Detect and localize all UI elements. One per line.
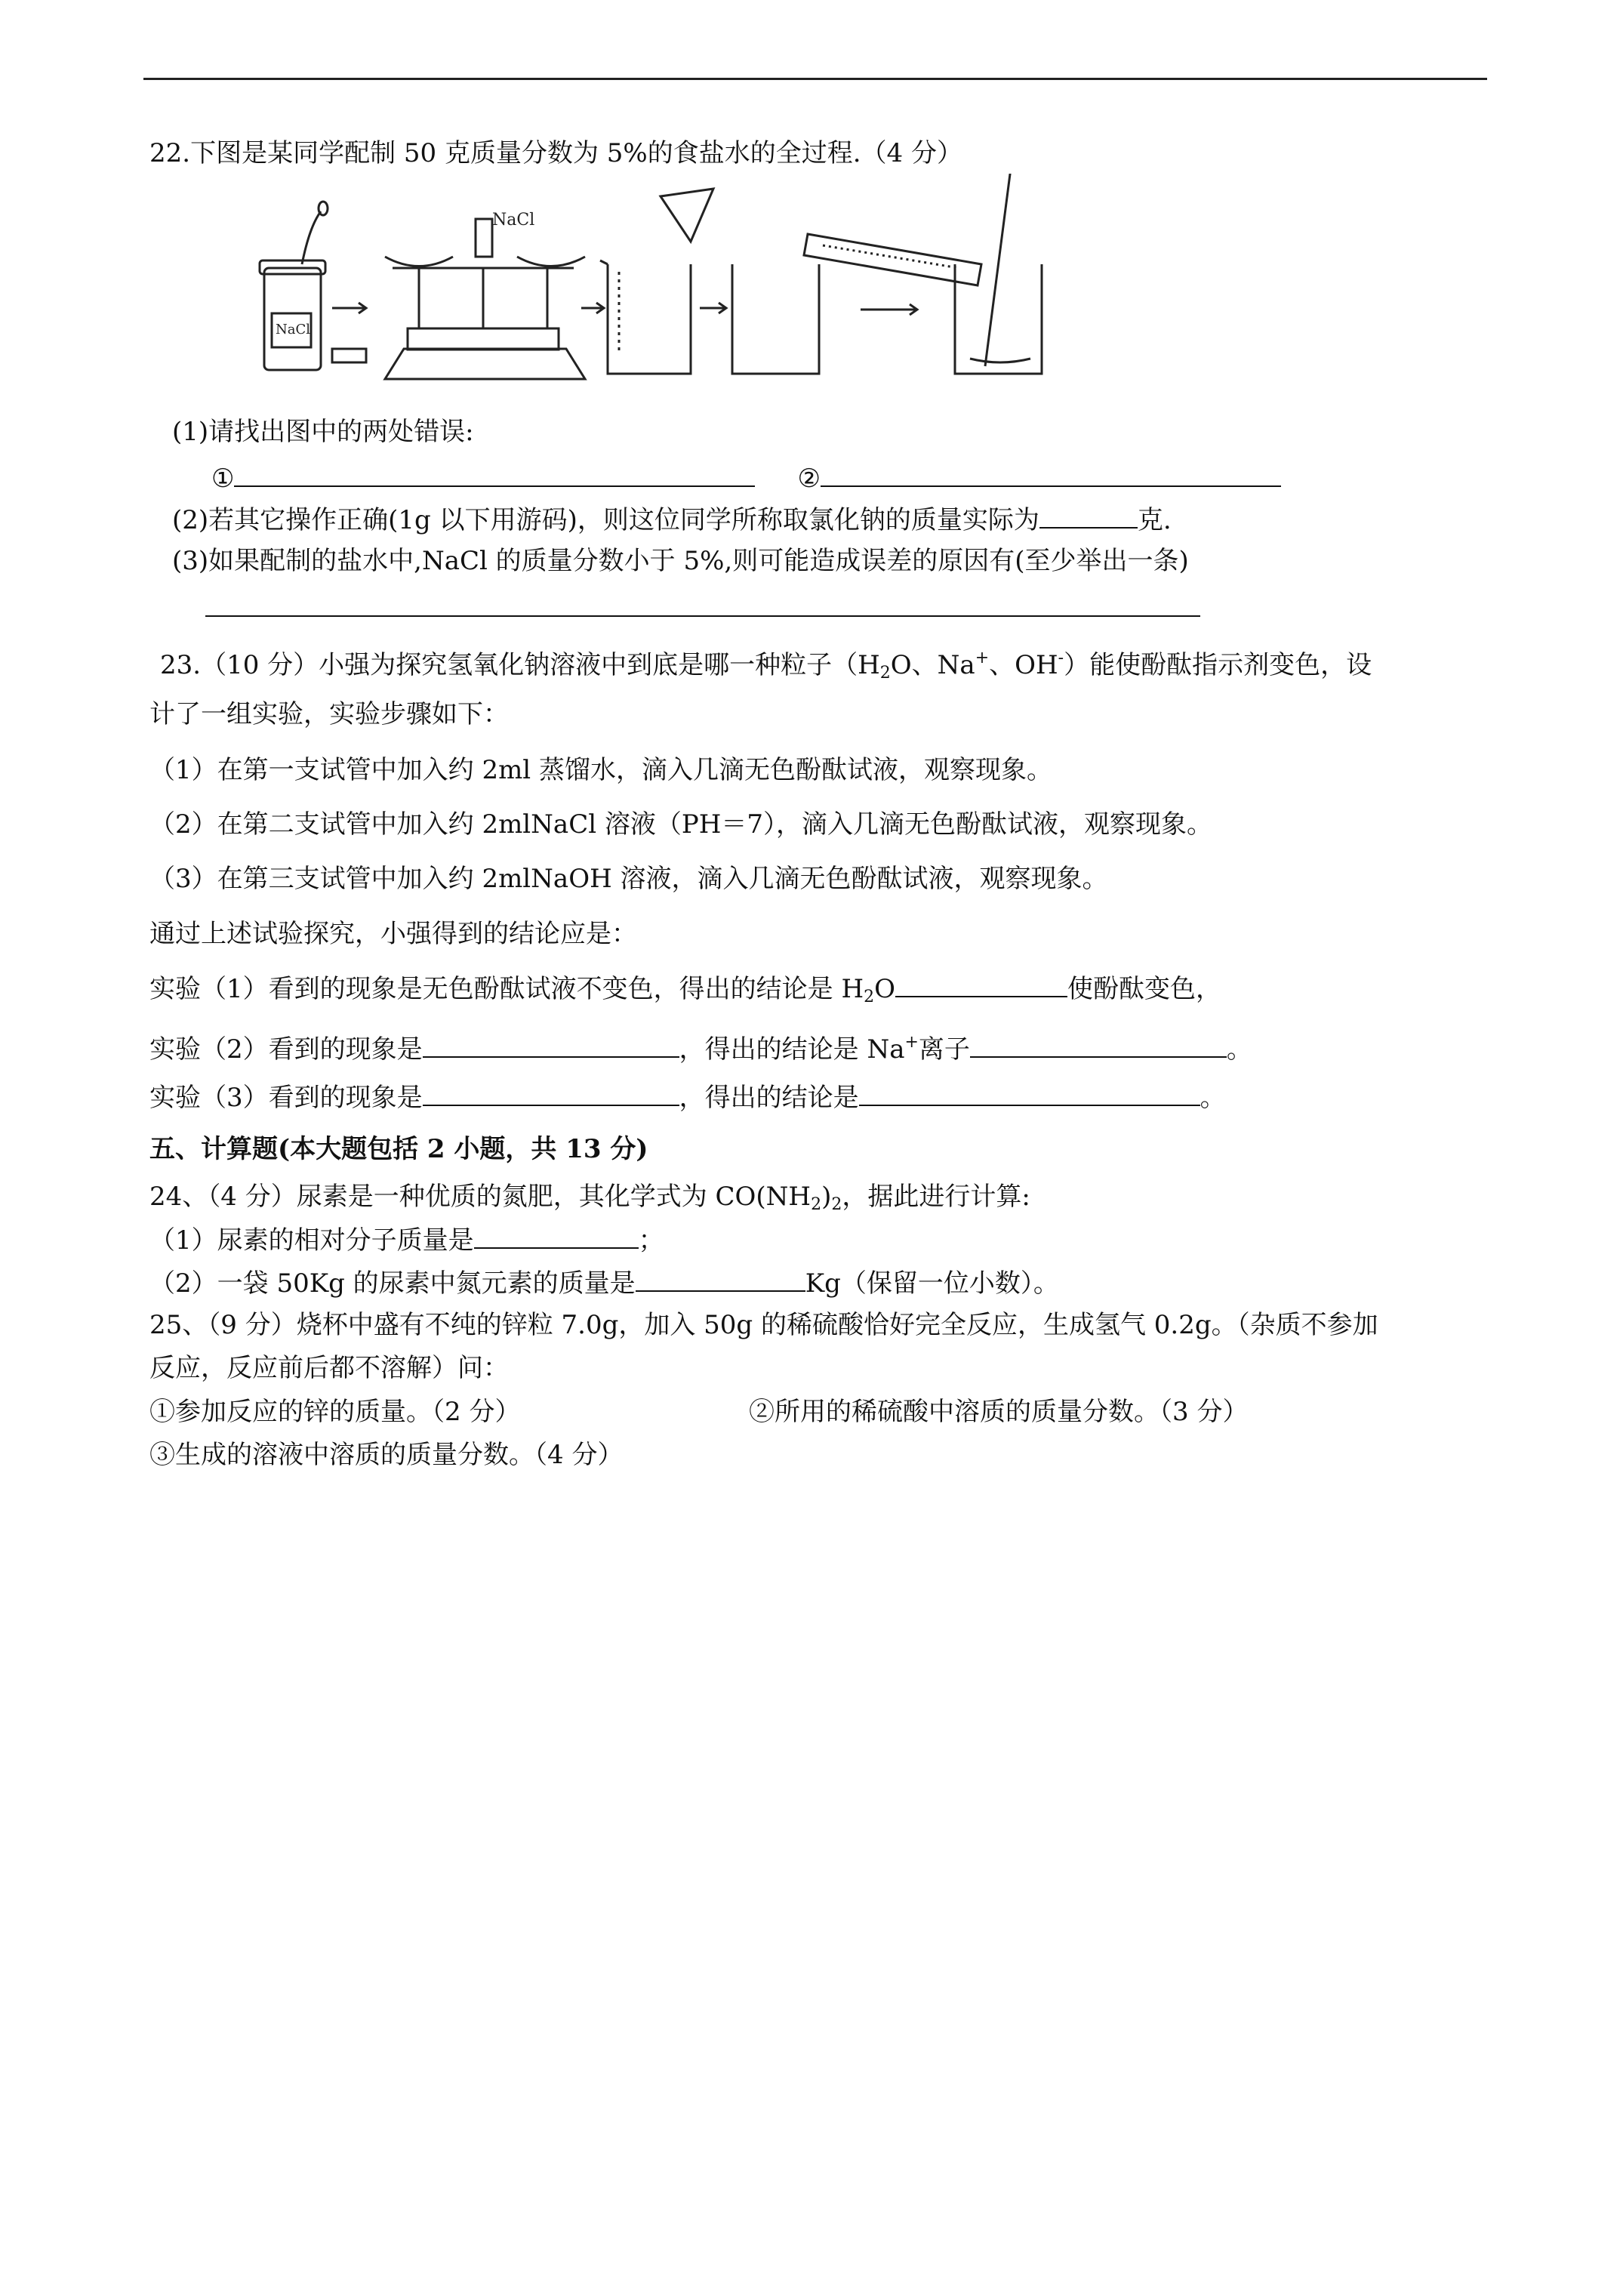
answer-blank-1[interactable]	[234, 463, 755, 487]
q23-exp1-text: 实验（1）看到的现象是无色酚酞试液不变色，得出的结论是 H	[149, 974, 864, 1004]
q23-exp2	[149, 1028, 1252, 1065]
q22-blank-row	[211, 463, 1281, 494]
q23-intro-part: O、Na	[890, 650, 975, 680]
svg-text:NaCl: NaCl	[276, 322, 311, 337]
q23-exp3-text: ，得出的结论是	[679, 1083, 859, 1113]
q24-part1	[149, 1225, 664, 1256]
superscript: +	[904, 1033, 919, 1052]
q23-conclusion-intro: 通过上述试验探究，小强得到的结论应是：	[149, 919, 637, 949]
q23-exp2-text: 。	[1226, 1034, 1252, 1065]
answer-blank-exp2-conclusion[interactable]	[970, 1034, 1227, 1058]
q23-intro-line2: 计了一组实验，实验步骤如下：	[149, 699, 509, 729]
q22-part2-unit: 克.	[1137, 505, 1172, 535]
q25-item3: ③生成的溶液中溶质的质量分数。（4 分）	[149, 1440, 624, 1470]
subscript: 2	[811, 1195, 822, 1214]
q24-part2-text: （2）一袋 50Kg 的尿素中氮元素的质量是	[149, 1268, 636, 1299]
beaker-icon	[955, 264, 1042, 374]
q24-part1-text: ；	[638, 1225, 664, 1256]
answer-blank-reason[interactable]	[205, 593, 1200, 617]
answer-blank-exp3-phenomenon[interactable]	[423, 1082, 679, 1106]
q24-intro-text: 24、（4 分）尿素是一种优质的氮肥，其化学式为 CO(NH	[149, 1182, 812, 1212]
q22-part2	[172, 504, 1172, 535]
subscript: 2	[879, 664, 891, 683]
q25-item2: ②所用的稀硫酸中溶质的质量分数。（3 分）	[749, 1397, 1249, 1427]
section5-heading: 五、计算题(本大题包括 2 小题，共 13 分)	[149, 1134, 648, 1164]
q22-title: 22.下图是某同学配制 50 克质量分数为 5%的食盐水的全过程.（4 分）	[149, 138, 962, 168]
glass-rod-icon	[985, 174, 1012, 366]
watch-glass-icon	[332, 349, 366, 362]
subscript: 2	[864, 988, 875, 1006]
reagent-jar-icon	[260, 202, 328, 370]
q23-exp3	[149, 1082, 1226, 1113]
q25-line1: 25、（9 分）烧杯中盛有不纯的锌粒 7.0g，加入 50g 的稀硫酸恰好完全反应，生成氢气 0.2g。（杂质不参加	[149, 1310, 1378, 1340]
q23-intro	[160, 643, 1372, 689]
q22-lab-procedure-figure	[249, 174, 1095, 381]
q24-intro	[149, 1182, 1030, 1220]
beaker-icon	[600, 260, 691, 374]
q23-exp2-text: 实验（2）看到的现象是	[149, 1034, 423, 1065]
superscript: -	[1058, 649, 1064, 667]
superscript: +	[975, 649, 990, 667]
q23-exp3-text: 实验（3）看到的现象是	[149, 1083, 423, 1113]
q23-exp1	[149, 973, 1221, 1012]
svg-text:NaCl: NaCl	[492, 211, 535, 230]
q22-part3-answer-row	[205, 593, 1200, 624]
balance-scale-icon	[385, 219, 585, 379]
q22-part1: (1)请找出图中的两处错误:	[172, 417, 474, 447]
q25-item1: ①参加反应的锌的质量。（2 分）	[149, 1397, 521, 1427]
q22-part2-text: (2)若其它操作正确(1g 以下用游码)，则这位同学所称取氯化钠的质量实际为	[172, 505, 1039, 535]
q23-exp2-text: ，得出的结论是 Na	[679, 1034, 905, 1065]
label-circle-1: ①	[211, 464, 235, 494]
q23-intro-part: ）能使酚酞指示剂变色，设	[1064, 650, 1372, 680]
page-top-rule	[143, 78, 1487, 80]
answer-blank-molar-mass[interactable]	[474, 1225, 639, 1249]
q23-exp2-text: 离子	[918, 1034, 970, 1065]
label-circle-2: ②	[797, 464, 821, 494]
weighing-paper-icon	[661, 189, 713, 242]
arrow-icon	[332, 303, 366, 313]
answer-blank-exp2-phenomenon[interactable]	[423, 1034, 679, 1058]
q23-intro-part: 、OH	[989, 650, 1058, 680]
answer-blank-exp3-conclusion[interactable]	[859, 1082, 1200, 1106]
beaker-icon	[732, 264, 819, 374]
answer-blank-2[interactable]	[821, 463, 1281, 487]
q24-part1-text: （1）尿素的相对分子质量是	[149, 1225, 474, 1256]
answer-blank-nitrogen-mass[interactable]	[636, 1268, 805, 1292]
q23-step2: （2）在第二支试管中加入约 2mlNaCl 溶液（PH＝7），滴入几滴无色酚酞试液，观察现象。	[149, 809, 1213, 840]
answer-blank-exp1[interactable]	[895, 973, 1067, 997]
q23-exp1-text: 使酚酞变色，	[1067, 974, 1221, 1004]
q23-step1: （1）在第一支试管中加入约 2ml 蒸馏水，滴入几滴无色酚酞试液，观察现象。	[149, 755, 1052, 785]
q24-part2	[149, 1268, 1059, 1299]
q23-step3: （3）在第三支试管中加入约 2mlNaOH 溶液，滴入几滴无色酚酞试液，观察现象。	[149, 864, 1108, 894]
q24-part2-text: Kg（保留一位小数）。	[805, 1268, 1059, 1299]
q23-exp3-text: 。	[1200, 1083, 1226, 1113]
subscript: 2	[831, 1195, 842, 1214]
q24-intro-text: )	[821, 1182, 832, 1212]
q23-intro-part: 23.（10 分）小强为探究氢氧化钠溶液中到底是哪一种粒子（H	[160, 650, 880, 680]
q24-intro-text: ，据此进行计算:	[842, 1182, 1030, 1212]
q22-part3: (3)如果配制的盐水中,NaCl 的质量分数小于 5%,则可能造成误差的原因有(至少举出一条)	[172, 546, 1189, 576]
q23-exp1-text: O	[874, 974, 895, 1004]
answer-blank-mass[interactable]	[1039, 504, 1138, 529]
q25-line2: 反应，反应前后都不溶解）问：	[149, 1353, 509, 1383]
